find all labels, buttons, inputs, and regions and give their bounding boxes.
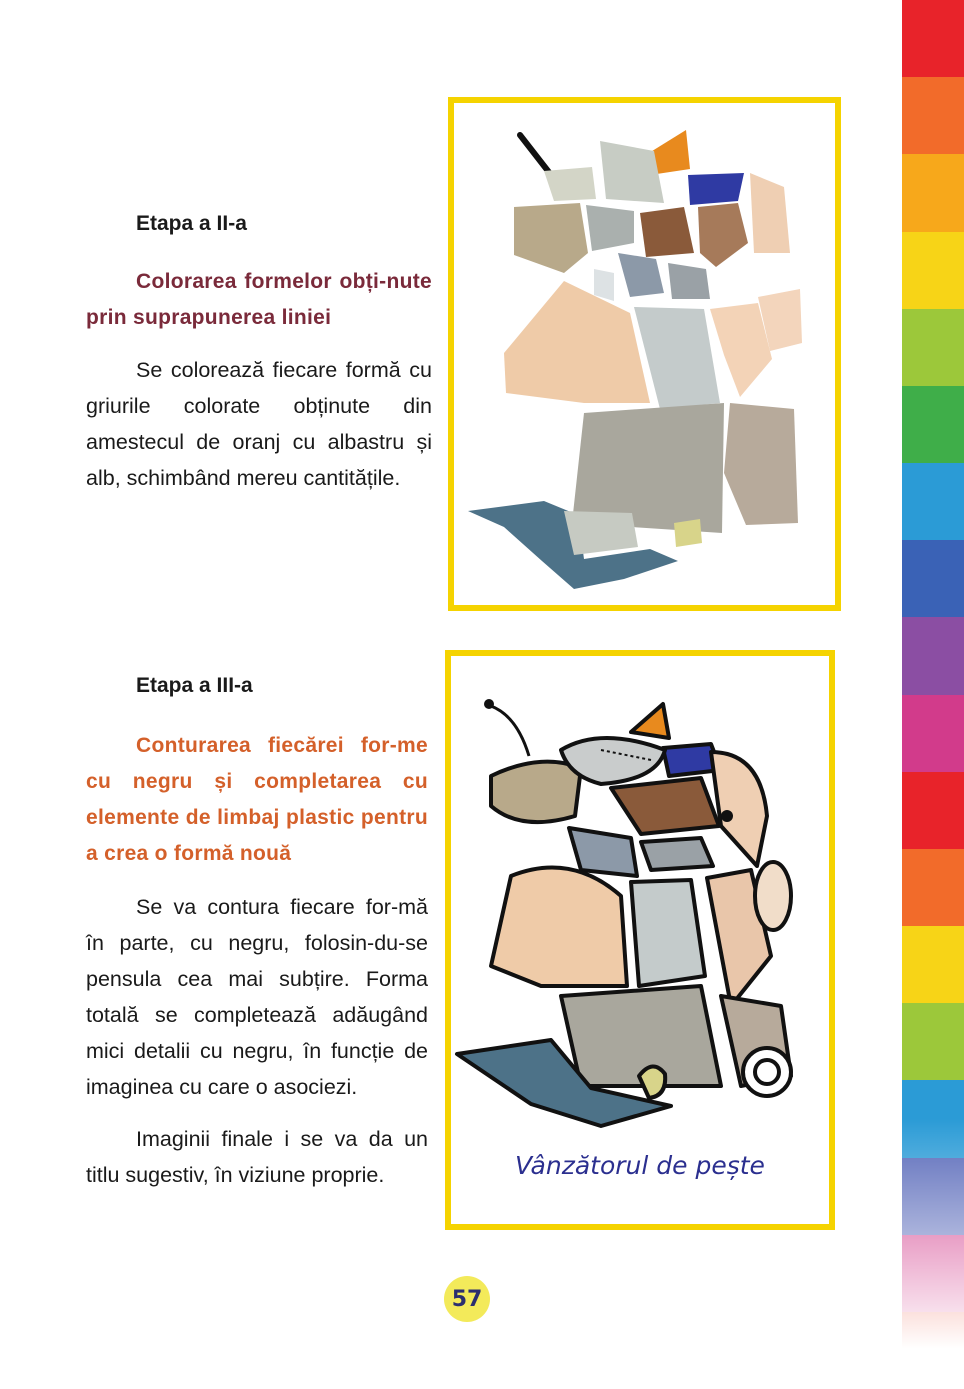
rainbow-band xyxy=(902,77,964,154)
rainbow-band xyxy=(902,463,964,540)
rainbow-band xyxy=(902,772,964,849)
stage-2-title: Etapa a II-a xyxy=(136,212,247,235)
rainbow-side-stripe xyxy=(902,0,964,1389)
stage-3-title: Etapa a III-a xyxy=(136,674,253,697)
rainbow-band xyxy=(902,617,964,694)
colored-shapes-painting xyxy=(454,103,835,605)
stage-2-subtitle: Colorarea formelor obți-nute prin suprapunerea liniei xyxy=(86,270,432,329)
rainbow-band xyxy=(902,309,964,386)
rainbow-band xyxy=(902,540,964,617)
rainbow-band xyxy=(902,1003,964,1080)
fish-seller-painting xyxy=(451,656,829,1156)
rainbow-band xyxy=(902,232,964,309)
rainbow-band xyxy=(902,849,964,926)
rainbow-band xyxy=(902,386,964,463)
stage-2-body: Se colorează fiecare formă cu griurile colorate obținute din amestecul de oranj cu albastru și alb, schimbând mereu cantitățile. xyxy=(86,358,432,490)
section-stage-2 xyxy=(86,212,432,496)
stage-3-body: Se va contura fiecare for-mă în parte, cu negru, folosin-du-se pensula cea mai subțire. Forma totală se completează adăugând mici detalii cu negru, în funcție de imaginea cu care o asociezi. xyxy=(86,895,428,1099)
stage-3-closing: Imaginii finale i se va da un titlu sugestiv, în viziune proprie. xyxy=(86,1127,428,1187)
stage-3-subtitle: Conturarea fiecărei for-me cu negru și completarea cu elemente de limbaj plastic pentru a crea o formă nouă xyxy=(86,734,428,865)
figure-fish-seller xyxy=(445,650,835,1230)
rainbow-band xyxy=(902,926,964,1003)
rainbow-band xyxy=(902,154,964,231)
figure-colored-shapes xyxy=(448,97,841,611)
section-stage-3 xyxy=(86,674,428,1193)
rainbow-band xyxy=(902,0,964,77)
figure-caption: Vânzătorul de pește xyxy=(515,1151,765,1180)
rainbow-band xyxy=(902,695,964,772)
page-number: 57 xyxy=(444,1276,490,1322)
